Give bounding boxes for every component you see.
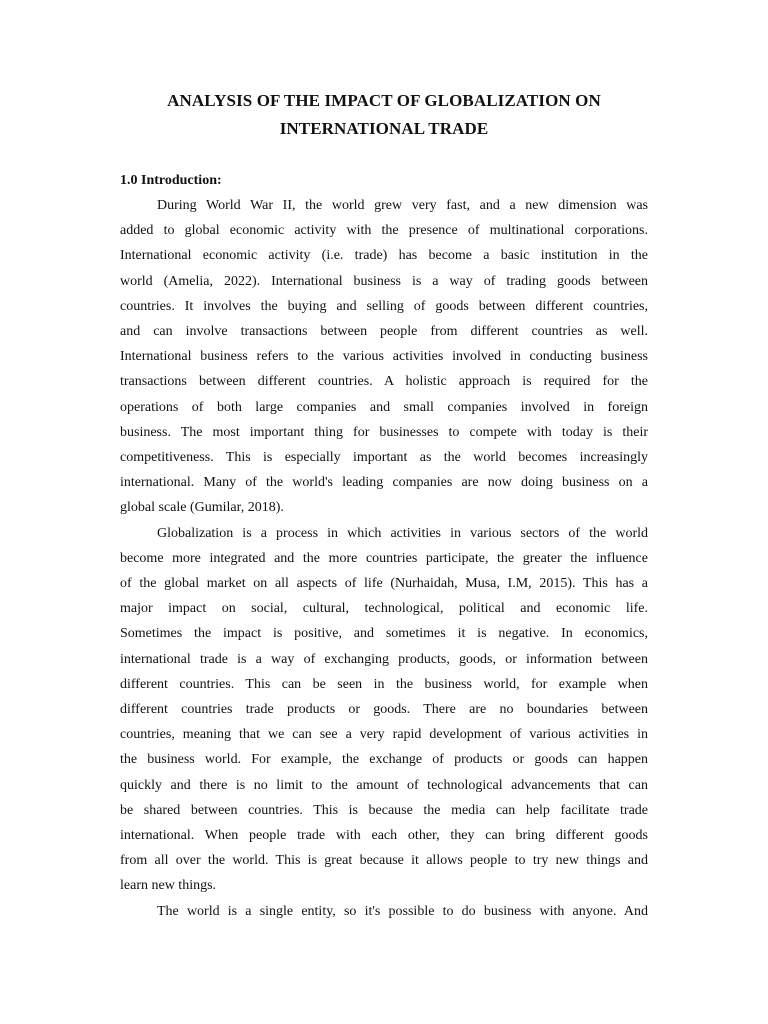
paragraph-line: different countries. This can be seen in the business world, for example when [120, 676, 648, 692]
paragraph-line: During World War II, the world grew very fast, and a new dimension was [157, 198, 648, 213]
paragraph-line: and can involve transactions between people from different countries as well. [120, 324, 648, 339]
paragraph-line: International economic activity (i.e. trade) has become a basic institution in the [120, 248, 648, 264]
paragraph-line: international. When people trade with each other, they can bring different goods [120, 828, 648, 843]
paragraph-line: business. The most important thing for businesses to compete with today is their [120, 424, 648, 440]
paragraph-line: major impact on social, cultural, technological, political and economic life. [120, 601, 648, 617]
paragraph-line: international. Many of the world's leading companies are now doing business on a [120, 475, 648, 491]
paragraph-line: Sometimes the impact is positive, and sometimes it is negative. In economics, [120, 626, 648, 642]
section-heading: 1.0 Introduction: [120, 173, 222, 188]
paragraph-line: international trade is a way of exchanging products, goods, or information between [120, 651, 648, 667]
document-title-line-2: INTERNATIONAL TRADE [279, 119, 489, 138]
paragraph-line: from all over the world. This is great because it allows people to try new things and [120, 853, 648, 869]
paragraph-line: learn new things. [120, 878, 217, 894]
paragraph-line: International business refers to the various activities involved in conducting business [120, 349, 648, 365]
paragraph-line: countries. It involves the buying and selling of goods between different countries, [120, 298, 648, 314]
paragraph-line: Globalization is a process in which activities in various sectors of the world [157, 525, 648, 541]
paragraph-line: countries, meaning that we can see a very rapid development of various activities in [120, 727, 648, 743]
paragraph-line: the business world. For example, the exchange of products or goods can happen [120, 752, 648, 768]
paragraph-line: different countries trade products or goods. There are no boundaries between [120, 702, 648, 717]
paragraph-line: become more integrated and the more countries participate, the greater the influence [120, 550, 648, 566]
paragraph-line: competitiveness. This is especially important as the world becomes increasingly [120, 450, 648, 465]
document-title-line-1: ANALYSIS OF THE IMPACT OF GLOBALIZATION ON [167, 91, 601, 110]
paragraph-line: transactions between different countries. A holistic approach is required for the [120, 374, 648, 390]
paragraph-line: world (Amelia, 2022). International business is a way of trading goods between [120, 273, 648, 289]
paragraph-line: global scale (Gumilar, 2018). [120, 500, 284, 516]
paragraph-line: The world is a single entity, so it's possible to do business with anyone. And [157, 903, 648, 919]
paragraph-line: operations of both large companies and small companies involved in foreign [120, 399, 648, 415]
paragraph-line: of the global market on all aspects of life (Nurhaidah, Musa, I.M, 2015). This has a [120, 576, 648, 591]
paragraph-line: added to global economic activity with the presence of multinational corporations. [120, 223, 648, 239]
paragraph-line: quickly and there is no limit to the amount of technological advancements that can [120, 777, 648, 793]
paragraph-line: be shared between countries. This is because the media can help facilitate trade [120, 802, 648, 818]
